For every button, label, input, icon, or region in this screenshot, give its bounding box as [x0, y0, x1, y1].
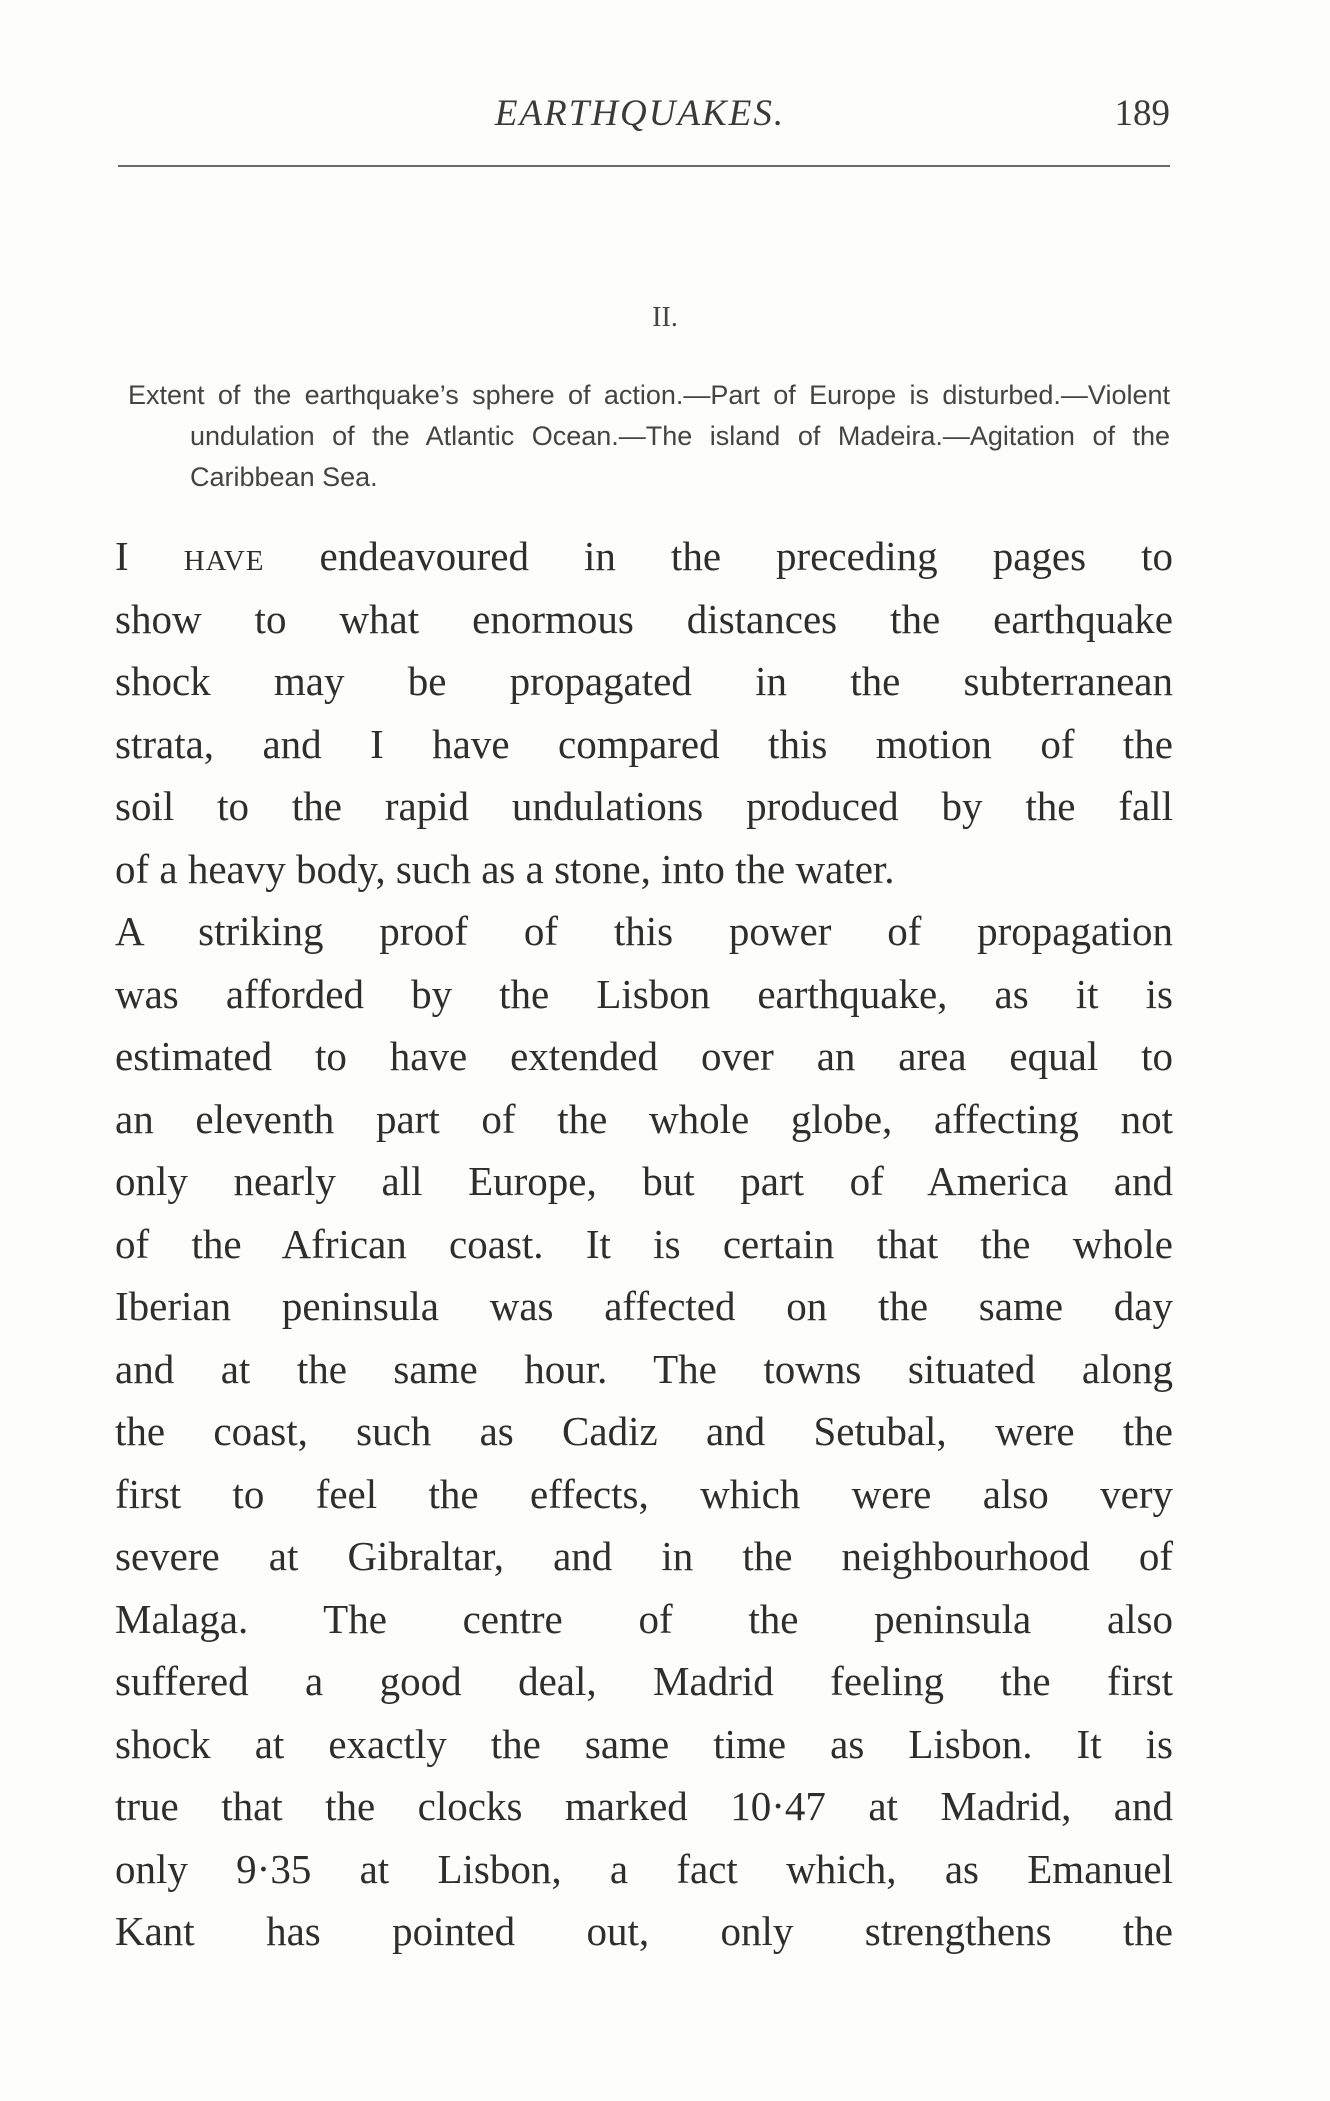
- body-line-9: estimated to have extended over an area equal to: [115, 1033, 1173, 1079]
- page-number: 189: [1114, 93, 1170, 134]
- body-line-14: and at the same hour. The towns situated along: [115, 1345, 1173, 1392]
- running-head: [110, 92, 1170, 140]
- body-line-2: show to what enormous distances the earthquake: [115, 595, 1173, 642]
- body-line-5: soil to the rapid undulations produced by the fall: [115, 783, 1173, 829]
- body-line-19: suffered a good deal, Madrid feeling the first: [115, 1658, 1173, 1704]
- body-line-7: A striking proof of this power of propagation: [115, 908, 1173, 954]
- body-line-20: shock at exactly the same time as Lisbon. It is: [115, 1720, 1173, 1767]
- body-line-11: only nearly all Europe, but part of America and: [115, 1158, 1173, 1204]
- section-number: II.: [652, 302, 678, 333]
- body-line-21: true that the clocks marked 10·47 at Madrid, and: [115, 1783, 1173, 1829]
- body-line-8: was afforded by the Lisbon earthquake, as it is: [115, 970, 1173, 1017]
- section-summary: [120, 375, 1170, 498]
- running-head-title: EARTHQUAKES.: [494, 93, 786, 134]
- body-line-10: an eleventh part of the whole globe, affecting not: [115, 1095, 1173, 1142]
- body-line-12: of the African coast. It is certain that the whole: [115, 1220, 1173, 1267]
- body-line-1: [115, 525, 1173, 588]
- body-line-22: only 9·35 at Lisbon, a fact which, as Emanuel: [115, 1845, 1173, 1892]
- body-line-3: shock may be propagated in the subterranean: [115, 658, 1173, 704]
- body-line-13: Iberian peninsula was affected on the same day: [115, 1283, 1173, 1329]
- body-line-16: first to feel the effects, which were also very: [115, 1470, 1173, 1517]
- body-line-15: the coast, such as Cadiz and Setubal, were the: [115, 1408, 1173, 1454]
- body-line-18: Malaga. The centre of the peninsula also: [115, 1595, 1173, 1642]
- section-summary-text: Extent of the earthquake’s sphere of action.—Part of Europe is disturbed.—Violent undulation of the Atlantic Ocean.—The island of Madeira.—Agitation of the Caribbean Sea.: [128, 380, 1170, 492]
- body-line-23: Kant has pointed out, only strengthens the: [115, 1908, 1173, 1954]
- body-line-1-lead: I: [115, 533, 184, 579]
- body-text: [115, 525, 1173, 1963]
- body-line-1-rest: endeavoured in the preceding pages to: [264, 533, 1173, 579]
- body-line-4: strata, and I have compared this motion of the: [115, 720, 1173, 767]
- body-line-17: severe at Gibraltar, and in the neighbourhood of: [115, 1533, 1173, 1579]
- body-line-6: of a heavy body, such as a stone, into the water.: [115, 845, 895, 892]
- header-rule: [118, 165, 1170, 167]
- body-line-1-smallcaps: have: [183, 533, 265, 579]
